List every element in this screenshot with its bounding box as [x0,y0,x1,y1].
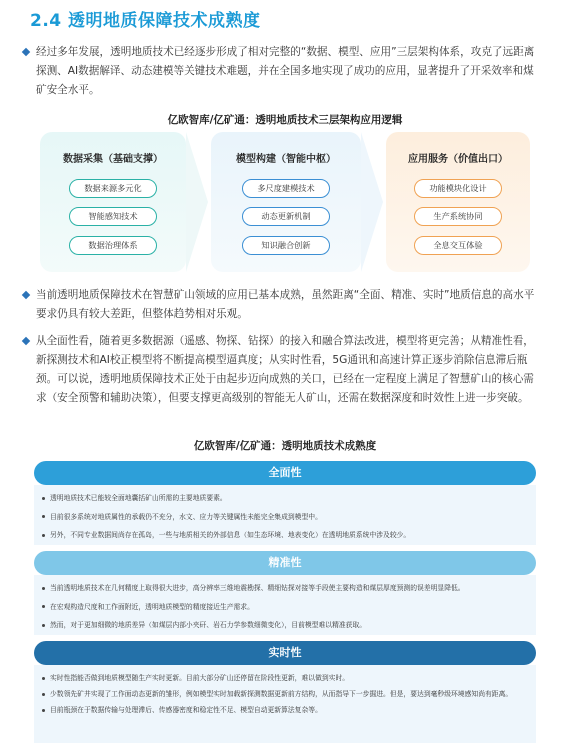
paragraph-text: 从全面性看，随着更多数据源（遥感、物探、钻探）的接入和融合算法改进，模型将更完善；从精准性看，新探测技术和AI校正模型将不断提高模型逼真度；从实时性看，5G通讯和高速计算正逐步消除信息滞后瓶颈。可以说，透明地质保障技术正处于由起步迈向成熟的关口，已经在一定程度上满足了智慧矿山的核心需求（安全预警和辅助决策），但要支撑更高级别的智能无人矿山，还需在数据深度和时效性上进一步突破。 [36,335,534,404]
list-item: 目前瓶颈在于数据传输与处理滞后、传感器密度和稳定性不足、模型自动更新算法复杂等。 [50,705,522,715]
paragraph-outlook [36,332,536,408]
list-item: 在宏观构造尺度和工作面附近，透明地质模型的精度接近生产需求。 [50,602,522,612]
card-realtime [34,665,536,743]
paragraph-text: 经过多年发展，透明地质技术已经逐步形成了相对完整的“数据、模型、应用”三层架构体系，攻克了远距离探测、AI数据解译、动态建模等关键技术难题，并在全国多地实现了成功的应用，显著提升了开采效率和煤矿安全水平。 [36,46,535,96]
card-heading-accuracy: 精准性 [34,551,536,575]
layer-heading: 模型构建（智能中枢） [236,154,336,165]
list-item: 然而，对于更加细微的地质差异（如煤层内部小夹矸、岩石力学参数细微变化），目前模型难以精准获取。 [50,620,522,630]
architecture-diagram [40,132,530,272]
paragraph-architecture [36,43,536,100]
list-item: 实时性指能否做到地质模型随生产实时更新。目前大部分矿山还停留在阶段性更新，难以做到实时。 [50,673,522,683]
layer-item: 知识融合创新 [242,236,330,255]
diamond-bullet-icon [22,291,30,299]
paragraph-text: 当前透明地质保障技术在智慧矿山领域的应用已基本成熟，虽然距离“全面、精准、实时”地质信息的高水平要求仍具有较大差距，但整体趋势相对乐观。 [36,289,535,320]
layer-item: 全息交互体验 [414,236,502,255]
layer-item: 数据治理体系 [69,236,157,255]
card-comprehensiveness [34,485,536,545]
card-heading-comprehensiveness: 全面性 [34,461,536,485]
figure-title-maturity: 亿欧智库/亿矿通：透明地质技术成熟度 [193,440,377,452]
layer-heading: 数据采集（基础支撑） [63,154,163,165]
layer-heading: 应用服务（价值出口） [408,154,508,165]
arrow-right-icon [186,132,208,272]
figure-title-architecture: 亿欧智库/亿矿通：透明地质技术三层架构应用逻辑 [167,114,403,126]
arrow-right-icon [361,132,383,272]
list-item: 少数领先矿井实现了工作面动态更新的雏形，例如模型实时加载新探测数据更新前方结构，从而指导下一步掘进。但是，要达到毫秒级环境感知尚有距离。 [50,689,522,699]
list-item: 目前很多系统对地质属性的承载仍不充分，水文、应力等关键属性未能完全集成到模型中。 [50,512,522,522]
layer-item: 生产系统协同 [414,207,502,226]
card-accuracy [34,575,536,635]
paragraph-maturity [36,286,536,324]
layer-item: 智能感知技术 [69,207,157,226]
diamond-bullet-icon [22,337,30,345]
list-item: 透明地质技术已能较全面地囊括矿山所需的主要地质要素。 [50,493,522,503]
layer-model-building [211,132,361,272]
section-title: 2.4 透明地质保障技术成熟度 [30,11,261,31]
layer-item: 功能模块化设计 [414,179,502,198]
layer-application-service [386,132,530,272]
list-item: 另外，不同专业数据间尚存在孤岛，一些与地质相关的外部信息（如生态环境、地表变化）在透明地质系统中涉及较少。 [50,530,522,540]
layer-item: 数据来源多元化 [69,179,157,198]
card-heading-realtime: 实时性 [34,641,536,665]
diamond-bullet-icon [22,48,30,56]
layer-item: 多尺度建模技术 [242,179,330,198]
list-item: 当前透明地质技术在几何精度上取得很大进步，高分辨率三维地震勘探、精细钻探对接等手段使主要构造和煤层厚度预测的误差明显降低。 [50,583,522,593]
layer-data-collection [40,132,186,272]
layer-item: 动态更新机制 [242,207,330,226]
